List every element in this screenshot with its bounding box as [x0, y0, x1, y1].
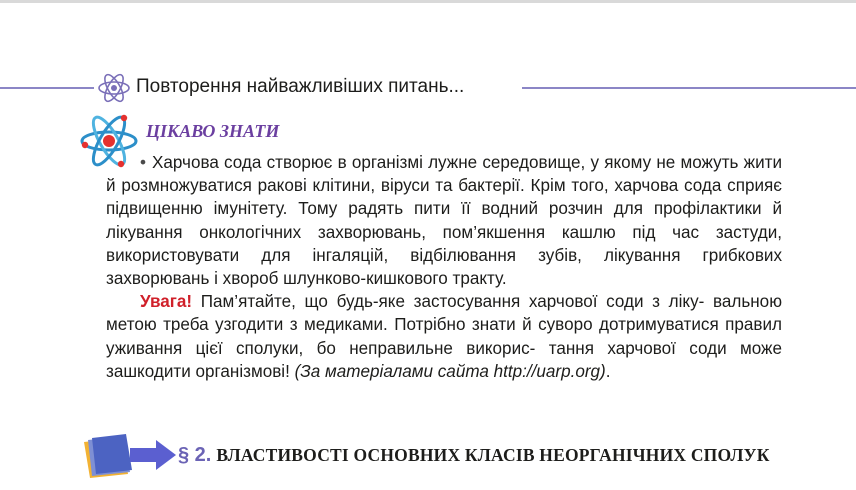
p1-line-4: розчин для профілактики й лікування онкологічних захворювань, пом’якшення	[106, 199, 782, 242]
p2-line-4: тання харчової соди може зашкодити організмові!	[106, 338, 782, 381]
info-box-text	[106, 151, 782, 383]
p1-line-6: лікування грибкових захворювань і хвороб шлунково-кишкового тракту.	[106, 245, 782, 289]
page-top-border	[0, 0, 856, 3]
paragraph-1	[106, 151, 782, 290]
paragraph-2	[106, 290, 782, 383]
p1-line-1: Харчова сода створює в організмі лужне середовище, у якому	[152, 153, 652, 172]
p1-line-3: того, харчова сода сприяє підвищенню імунітету. Тому радять пити її водний	[106, 176, 782, 219]
box-title: ЦІКАВО ЗНАТИ	[146, 121, 280, 141]
header-rule-right	[522, 87, 856, 89]
section-number: § 2.	[178, 444, 212, 466]
header-rule-left	[0, 87, 94, 89]
end-period: .	[605, 361, 611, 381]
section-heading	[178, 444, 798, 467]
p1-line-5: кашлю під час застуди, використовувати для інгаляцій, відбілювання зубів,	[106, 222, 782, 265]
source-note: (За матеріалами сайта http://uarp.org)	[294, 361, 606, 381]
p2-line-3: дотримуватися правил уживання цієї сполуки, бо неправильне викорис-	[106, 315, 783, 358]
atom-icon	[96, 70, 132, 106]
p2-line-1: Пам’ятайте, що будь-яке застосування харчової соди з ліку-	[192, 292, 705, 312]
running-head: Повторення найважливіших питань...	[136, 76, 465, 97]
section-title: ВЛАСТИВОСТІ ОСНОВНИХ КЛАСІВ НЕОРГАНІЧНИХ СПОЛУК	[216, 445, 770, 465]
book-arrow-icon	[82, 434, 176, 480]
p1-line-2: не можуть жити й розмножуватися ракові клітини, віруси та бактерії. Крім	[106, 153, 783, 196]
p2-line-2: вальною метою треба узгодити з медиками. Потрібно знати й суворо	[106, 292, 783, 335]
bullet: •	[140, 153, 146, 172]
warning-label: Увага!	[140, 292, 193, 312]
